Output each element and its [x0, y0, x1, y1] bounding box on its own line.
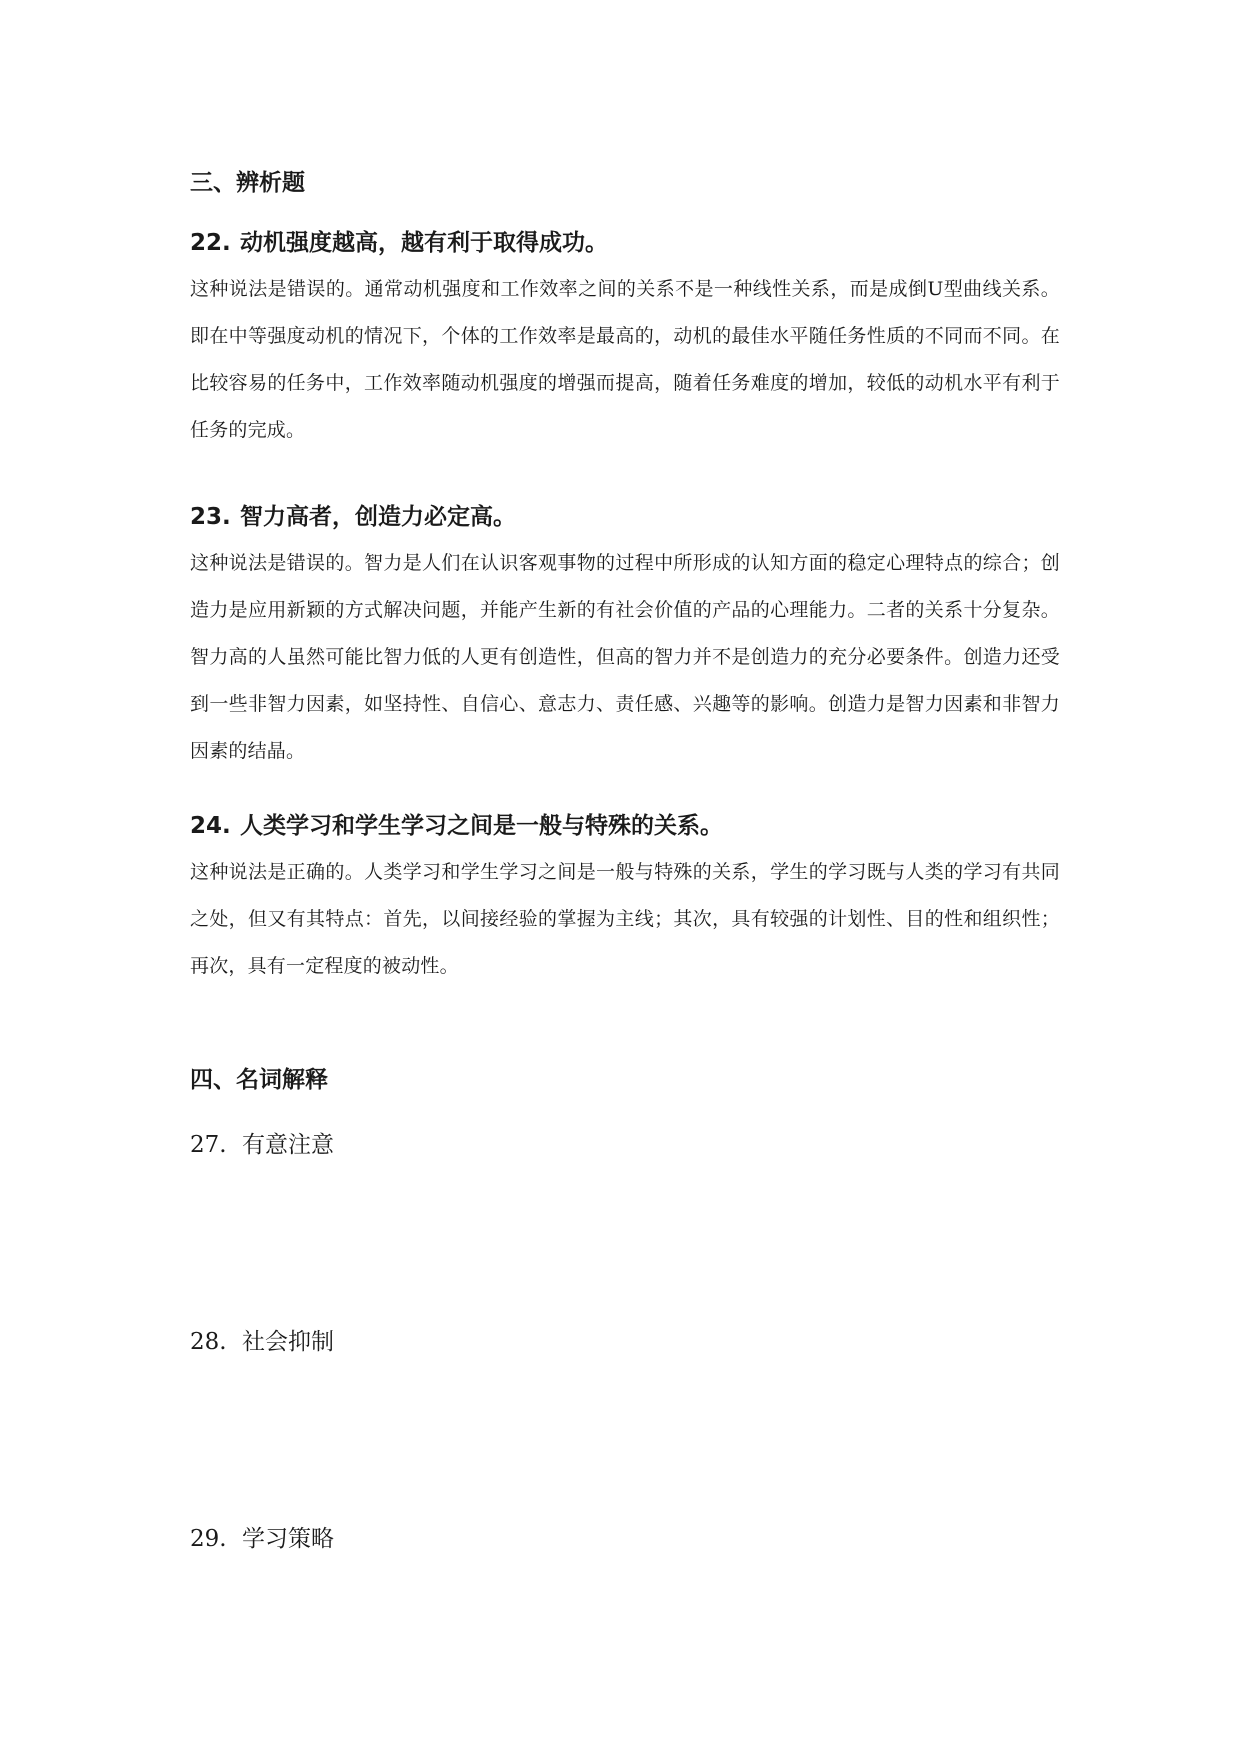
question-text: 人类学习和学生学习之间是一般与特殊的关系。 [240, 813, 723, 839]
question-text: 动机强度越高，越有利于取得成功。 [240, 230, 608, 256]
question-number: 23. [190, 504, 231, 530]
term-number: 28. [190, 1329, 227, 1355]
section-heading-analysis: 三、辨析题 [190, 170, 305, 196]
question-title-23 [190, 502, 516, 532]
answer-23: 这种说法是错误的。智力是人们在认识客观事物的过程中所形成的认知方面的稳定心理特点的综合；创造力是应用新颖的方式解决问题，并能产生新的有社会价值的产品的心理能力。二者的关系十分复杂。智力高的人虽然可能比智力低的人更有创造性，但高的智力并不是创造力的充分必要条件。创造力还受到一些非智力因素，如坚持性、自信心、意志力、责任感、兴趣等的影响。创造力是智力因素和非智力因素的结晶。 [190, 552, 1060, 762]
term-label: 学习策略 [242, 1526, 334, 1552]
answer-22: 这种说法是错误的。通常动机强度和工作效率之间的关系不是一种线性关系，而是成倒U型曲线关系。即在中等强度动机的情况下，个体的工作效率是最高的，动机的最佳水平随任务性质的不同而不同。在比较容易的任务中，工作效率随动机强度的增强而提高，随着任务难度的增加，较低的动机水平有利于任务的完成。 [190, 278, 1060, 441]
question-text: 智力高者，创造力必定高。 [240, 504, 516, 530]
question-number: 22. [190, 230, 231, 256]
question-number: 24. [190, 813, 231, 839]
term-number: 27. [190, 1132, 227, 1158]
question-title-22 [190, 228, 608, 258]
term-label: 有意注意 [242, 1132, 334, 1158]
section-heading-terms: 四、名词解释 [190, 1067, 328, 1093]
term-28 [190, 1327, 334, 1357]
question-title-24 [190, 811, 723, 841]
term-number: 29. [190, 1526, 227, 1552]
term-27 [190, 1130, 334, 1160]
answer-24: 这种说法是正确的。人类学习和学生学习之间是一般与特殊的关系，学生的学习既与人类的学习有共同之处，但又有其特点：首先，以间接经验的掌握为主线；其次，具有较强的计划性、目的性和组织性；再次，具有一定程度的被动性。 [190, 861, 1060, 977]
term-29 [190, 1524, 334, 1554]
term-label: 社会抑制 [242, 1329, 334, 1355]
